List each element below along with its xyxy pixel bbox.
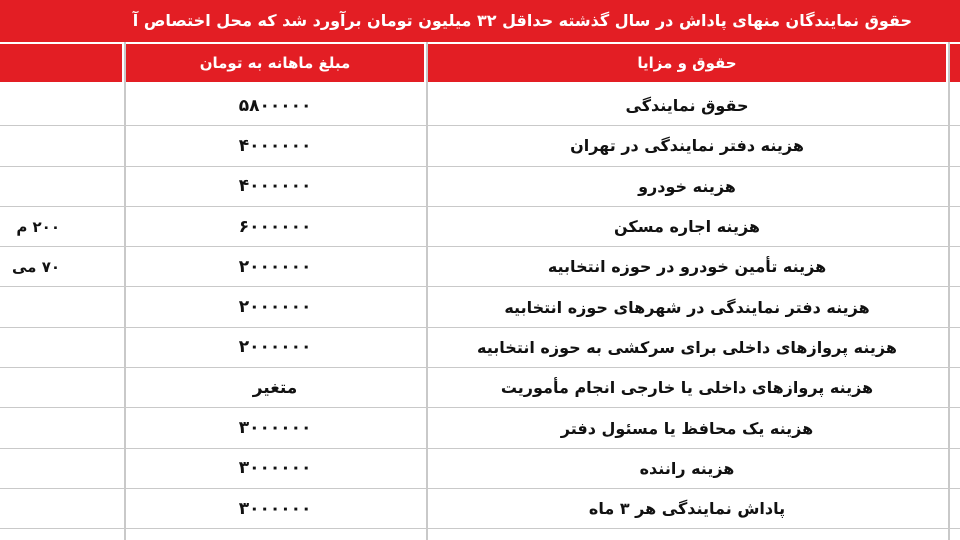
benefit-extra [0, 368, 60, 407]
benefit-amount: ۳۰۰۰۰۰۰ [238, 458, 312, 479]
benefit-name: هزینه دفتر نمایندگی در شهرهای حوزه انتخابیه [504, 297, 870, 317]
benefit-extra [0, 489, 60, 528]
benefit-amount: ۶۰۰۰۰۰۰ [238, 216, 312, 237]
benefit-extra: ۲۰۰ م [16, 217, 60, 236]
column-header-extra [0, 44, 122, 82]
table-body [0, 86, 960, 529]
column-header-amount: مبلغ ماهانه به تومان [126, 44, 424, 82]
benefit-amount: ۴۰۰۰۰۰۰ [238, 135, 312, 156]
benefit-name: پاداش نمایندگی هر ۳ ماه [588, 499, 786, 519]
benefit-extra [0, 167, 60, 206]
benefit-name: هزینه اجاره مسکن [614, 217, 760, 237]
table-row [0, 287, 960, 327]
benefit-name: هزینه یک محافظ یا مسئول دفتر [560, 418, 814, 438]
table-row [0, 167, 960, 207]
benefit-amount: ۵۸۰۰۰۰۰ [238, 95, 312, 116]
table-row [0, 207, 960, 247]
benefit-amount: ۲۰۰۰۰۰۰ [238, 297, 312, 318]
benefit-amount: ۳۰۰۰۰۰۰ [238, 498, 312, 519]
benefit-extra [0, 126, 60, 165]
benefit-name: هزینه خودرو [638, 176, 736, 196]
table-title-bar [0, 0, 960, 42]
column-header-item: حقوق و مزایا [428, 44, 946, 82]
benefit-amount: ۳۰۰۰۰۰۰ [238, 418, 312, 439]
table-row [0, 86, 960, 126]
benefit-extra [0, 287, 60, 326]
table-row [0, 126, 960, 166]
table-row [0, 449, 960, 489]
benefit-name: هزینه تأمین خودرو در حوزه انتخابیه [547, 257, 827, 277]
benefit-name: هزینه پروازهای داخلی یا خارجی انجام مأموریت [500, 378, 874, 398]
benefit-name: هزینه دفتر نمایندگی در تهران [570, 136, 804, 156]
benefit-name: هزینه راننده [639, 458, 735, 478]
table-title: حقوق نمایندگان منهای پاداش در سال گذشته حداقل ۳۲ میلیون تومان برآورد شد که محل اختصاص آ [132, 11, 912, 30]
table-row [0, 368, 960, 408]
table-row [0, 408, 960, 448]
column-header-edge [950, 44, 960, 82]
benefit-name: هزینه پروازهای داخلی برای سرکشی به حوزه انتخابیه [477, 337, 897, 357]
benefit-extra [0, 86, 60, 125]
benefit-extra [0, 449, 60, 488]
table-row [0, 489, 960, 529]
benefit-extra: ۷۰ می [12, 257, 60, 276]
benefit-amount: ۲۰۰۰۰۰۰ [238, 256, 312, 277]
benefit-amount: متغیر [252, 377, 298, 398]
benefit-extra [0, 328, 60, 367]
benefit-extra [0, 408, 60, 447]
benefit-amount: ۴۰۰۰۰۰۰ [238, 176, 312, 197]
table-row [0, 247, 960, 287]
benefit-name: حقوق نمایندگی [625, 96, 749, 116]
table-row [0, 328, 960, 368]
benefit-amount: ۲۰۰۰۰۰۰ [238, 337, 312, 358]
